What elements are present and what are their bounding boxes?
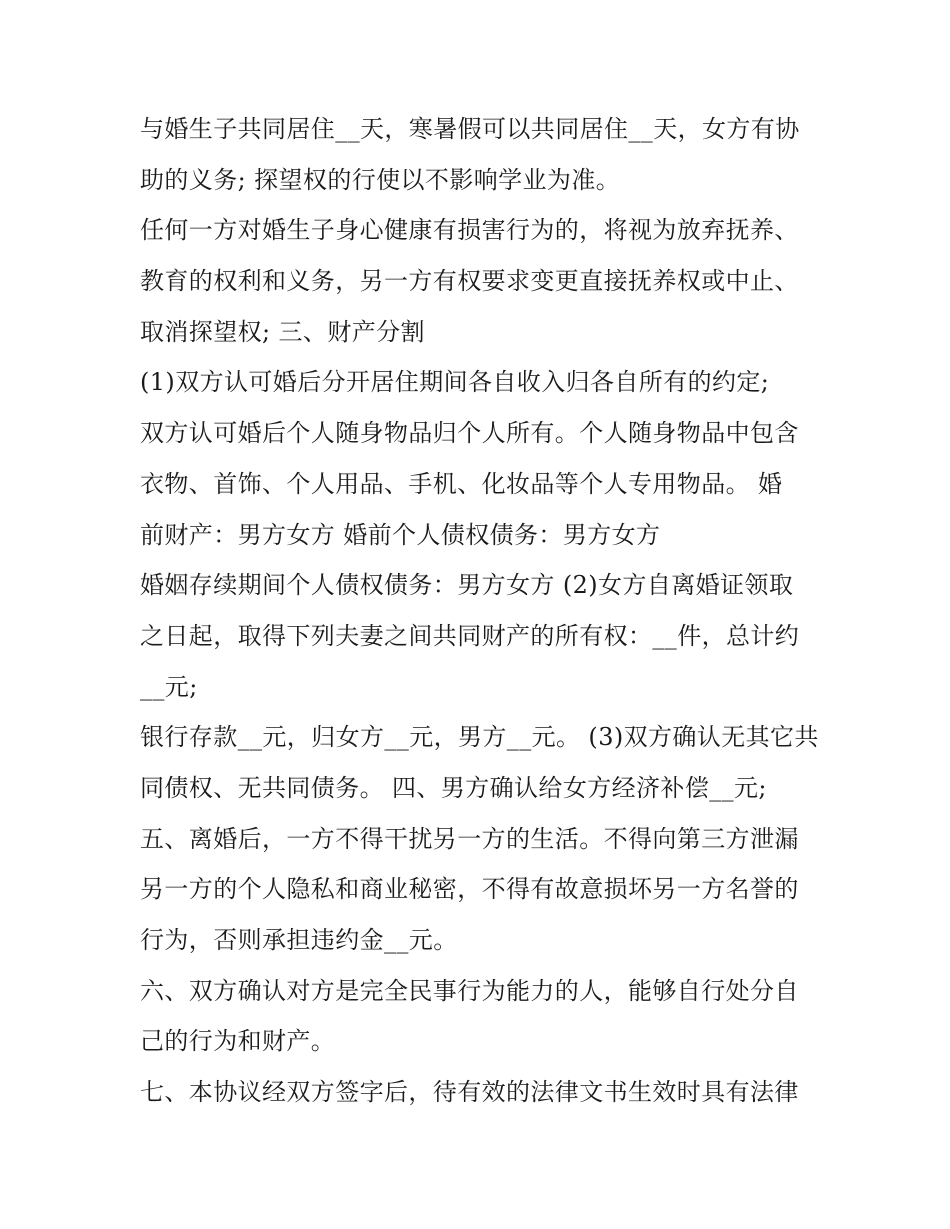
- text-line: 教育的权利和义务，另一方有权要求变更直接抚养权或中止、: [140, 267, 799, 296]
- text-line: 同债权、无共同债务。 四、男方确认给女方经济补偿__元;: [140, 773, 767, 802]
- text-line: 之日起，取得下列夫妻之间共同财产的所有权：__件，总计约: [140, 621, 800, 650]
- text-line: 取消探望权; 三、财产分割: [140, 317, 425, 346]
- text-line: 婚姻存续期间个人债权债务：男方女方 (2)女方自离婚证领取: [140, 571, 794, 600]
- text-line: 七、本协议经双方签字后，待有效的法律文书生效时具有法律: [140, 1078, 799, 1107]
- text-line: 助的义务; 探望权的行使以不影响学业为准。: [140, 165, 621, 194]
- text-line: 与婚生子共同居住__天，寒暑假可以共同居住__天，女方有协: [140, 115, 800, 143]
- text-line: 行为，否则承担违约金__元。: [140, 926, 458, 954]
- text-line: 前财产：男方女方 婚前个人债权债务：男方女方: [140, 520, 661, 549]
- text-line: (1)双方认可婚后分开居住期间各自收入归各自所有的约定;: [140, 368, 770, 397]
- text-line: 双方认可婚后个人随身物品归个人所有。个人随身物品中包含: [140, 419, 799, 448]
- text-line: 银行存款__元，归女方__元，男方__元。 (3)双方确认无其它共: [140, 723, 819, 752]
- text-line: 衣物、首饰、个人用品、手机、化妆品等个人专用物品。 婚: [140, 469, 783, 498]
- text-line: 另一方的个人隐私和商业秘密，不得有故意损坏另一方名誉的: [140, 875, 799, 904]
- text-line: 六、双方确认对方是完全民事行为能力的人，能够自行处分自: [140, 976, 799, 1005]
- text-line: __元;: [140, 672, 198, 701]
- text-line: 五、离婚后，一方不得干扰另一方的生活。不得向第三方泄漏: [140, 824, 799, 853]
- document-body: [140, 104, 820, 1118]
- text-line: 己的行为和财产。: [140, 1027, 336, 1056]
- text-line: 任何一方对婚生子身心健康有损害行为的，将视为放弃抚养、: [140, 216, 799, 245]
